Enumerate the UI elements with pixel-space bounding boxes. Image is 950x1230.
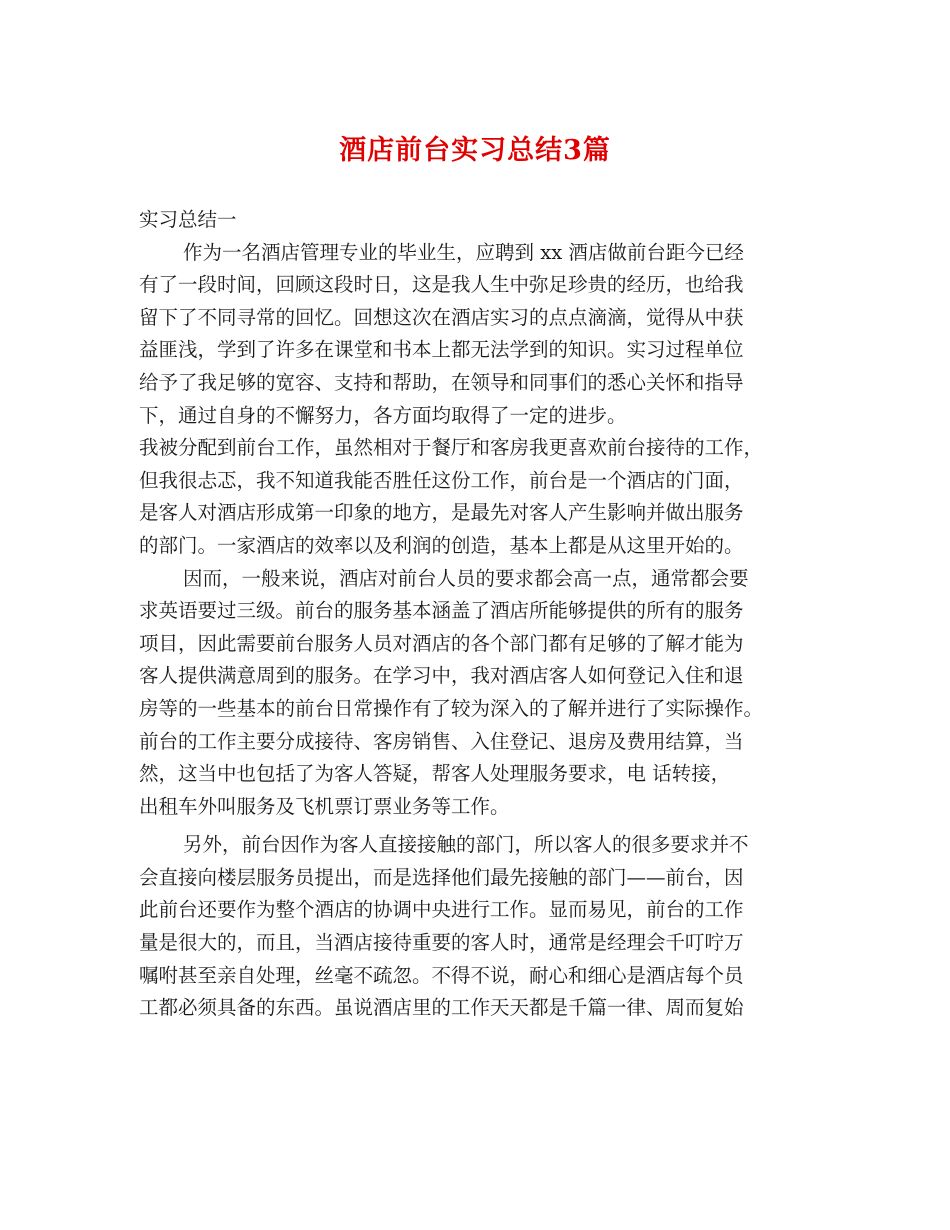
text-line: 下，通过自身的不懈努力，各方面均取得了一定的进步。 [139,403,627,427]
document-body [139,204,811,1025]
text-line: 量是很大的，而且，当酒店接待重要的客人时，通常是经理会千叮咛万 [139,931,744,955]
text-line: 然，这当中也包括了为客人答疑，帮客人处理服务要求，电 话转接， [139,762,731,786]
text-line: 给予了我足够的宽容、支持和帮助，在领导和同事们的悉心关怀和指导 [139,370,744,394]
text-line: 是客人对酒店形成第一印象的地方，是最先对客人产生影响并做出服务 [139,501,744,525]
paragraph [139,237,811,433]
text-line: 留下了不同寻常的回忆。回想这次在酒店实习的点点滴滴，觉得从中获 [139,305,744,329]
text-line: 此前台还要作为整个酒店的协调中央进行工作。显而易见，前台的工作 [139,898,744,922]
text-line: 有了一段时间，回顾这段时日，这是我人生中弥足珍贵的经历，也给我 [139,273,744,297]
text-line: 工都必须具备的东西。虽说酒店里的工作天天都是千篇一律、周而复始 [139,996,744,1020]
text-line: 但我很忐忑，我不知道我能否胜任这份工作，前台是一个酒店的门面， [139,468,744,492]
paragraph [139,432,811,562]
text-line: 出租车外叫服务及飞机票订票业务等工作。 [139,794,510,818]
text-line: 另外，前台因作为客人直接接触的部门，所以客人的很多要求并不 [183,833,749,857]
text-line: 前台的工作主要分成接待、客房销售、入住登记、退房及费用结算，当 [139,729,744,753]
paragraph [139,726,811,824]
text-line: 的部门。一家酒店的效率以及利润的创造，基本上都是从这里开始的。 [139,533,744,557]
text-line: 房等的一些基本的前台日常操作有了较为深入的了解并进行了实际操作。 [139,696,764,720]
document-title: 酒店前台实习总结3篇 [339,135,611,166]
text-line: 项目，因此需要前台服务人员对酒店的各个部门都有足够的了解才能为 [139,631,744,655]
paragraph [139,563,811,726]
text-line: 益匪浅，学到了许多在课堂和书本上都无法学到的知识。实习过程单位 [139,338,744,362]
text-line: 客人提供满意周到的服务。在学习中，我对酒店客人如何登记入住和退 [139,664,744,688]
text-line: 求英语要过三级。前台的服务基本涵盖了酒店所能够提供的所有的服务 [139,599,744,623]
paragraph [139,829,811,1025]
text-line: 嘱咐甚至亲自处理，丝毫不疏忽。不得不说，耐心和细心是酒店每个员 [139,963,744,987]
section-heading: 实习总结一 [139,208,237,231]
text-line: 会直接向楼层服务员提出，而是选择他们最先接触的部门——前台，因 [139,865,744,889]
text-line: 我被分配到前台工作，虽然相对于餐厅和客房我更喜欢前台接待的工作， [139,436,764,460]
text-line: 因而，一般来说，酒店对前台人员的要求都会高一点，通常都会要 [183,566,749,590]
text-line: 作为一名酒店管理专业的毕业生，应聘到 xx 酒店做前台距今已经 [183,240,744,264]
